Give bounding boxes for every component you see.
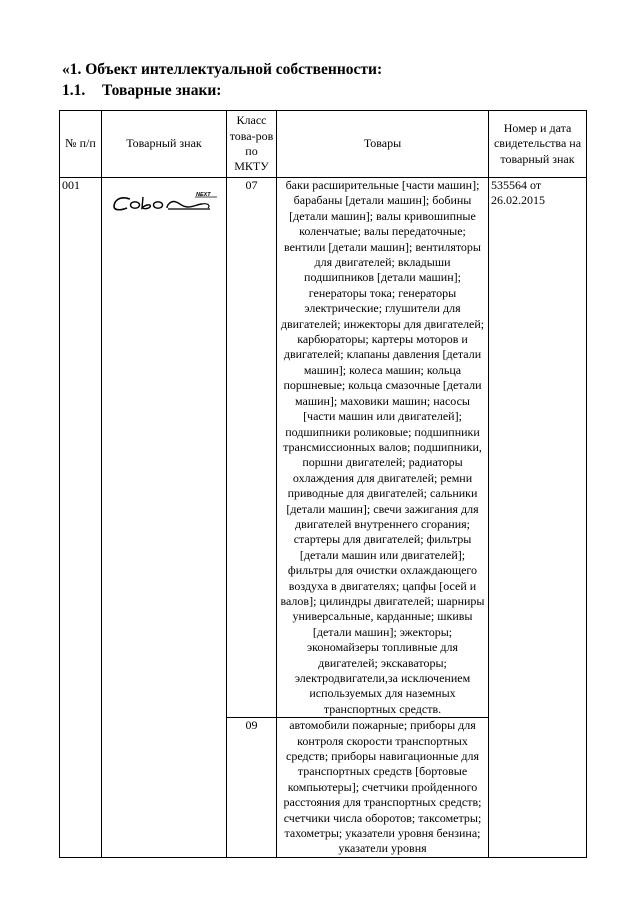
table-header-row [60,111,587,178]
header-class: Класс това-ров по МКТУ [227,111,277,178]
heading-text: Товарные знаки: [102,82,222,99]
goods-class-07: баки расширительные [части машин]; барабаны [детали машин]; бобины [детали машин]; валы кривошипные коленчатые; валы передаточные; вентили [детали машин]; вентиляторы для двигателей; вкладыши подшипников [детали машин]; генераторы тока; генераторы электрические; глушители для двигателей; инжекторы для двигателей; карбюраторы; картеры моторов и двигателей; клапаны давления [детали машин]; колеса машин; кольца поршневые; кольца смазочные [детали машин]; маховики машин; насосы [части машин или двигателей]; подшипники роликовые; подшипники трансмиссионных валов; подшипники, поршни двигателей; радиаторы охлаждения для двигателей; ремни приводные для двигателей; сальники [детали машин]; свечи зажигания для двигателей внутреннего сгорания; стартеры для двигателей; фильтры [детали машин или двигателей]; фильтры для очистки охлаждающего воздуха в двигателях; цапфы [осей и валов]; цилиндры двигателей; шарниры универсальные, карданные; шкивы [детали машин]; эжекторы; экономайзеры топливные для двигателей; экскаваторы; электродвигатели,за исключением используемых для наземных транспортных средств. [277,178,489,718]
svg-text:NEXT: NEXT [196,192,211,198]
table-row [60,178,587,718]
header-number: № п/п [60,111,102,178]
header-goods: Товары [277,111,489,178]
trademark-cell [102,178,227,858]
section-heading-1: «1. Объект интеллектуальной собственности: [62,61,383,78]
header-trademark: Товарный знак [102,111,227,178]
trademarks-table [59,110,587,858]
row-number: 001 [60,178,102,858]
certificate-cell: 535564 от 26.02.2015 [489,178,587,858]
heading-number: 1.1. [62,82,86,99]
section-heading-1-1 [62,82,221,100]
class-07: 07 [227,178,277,718]
class-09: 09 [227,718,277,858]
sobol-next-logo [112,188,220,214]
header-certificate: Номер и дата свидетельства на товарный знак [489,111,587,178]
goods-class-09: автомобили пожарные; приборы для контроля скорости транспортных средств; приборы навигационные для транспортных средств [бортовые компьютеры]; счетчики пройденного расстояния для транспортных средств; счетчики числа оборотов; таксометры; тахометры; указатели уровня бензина; указатели уровня [277,718,489,858]
